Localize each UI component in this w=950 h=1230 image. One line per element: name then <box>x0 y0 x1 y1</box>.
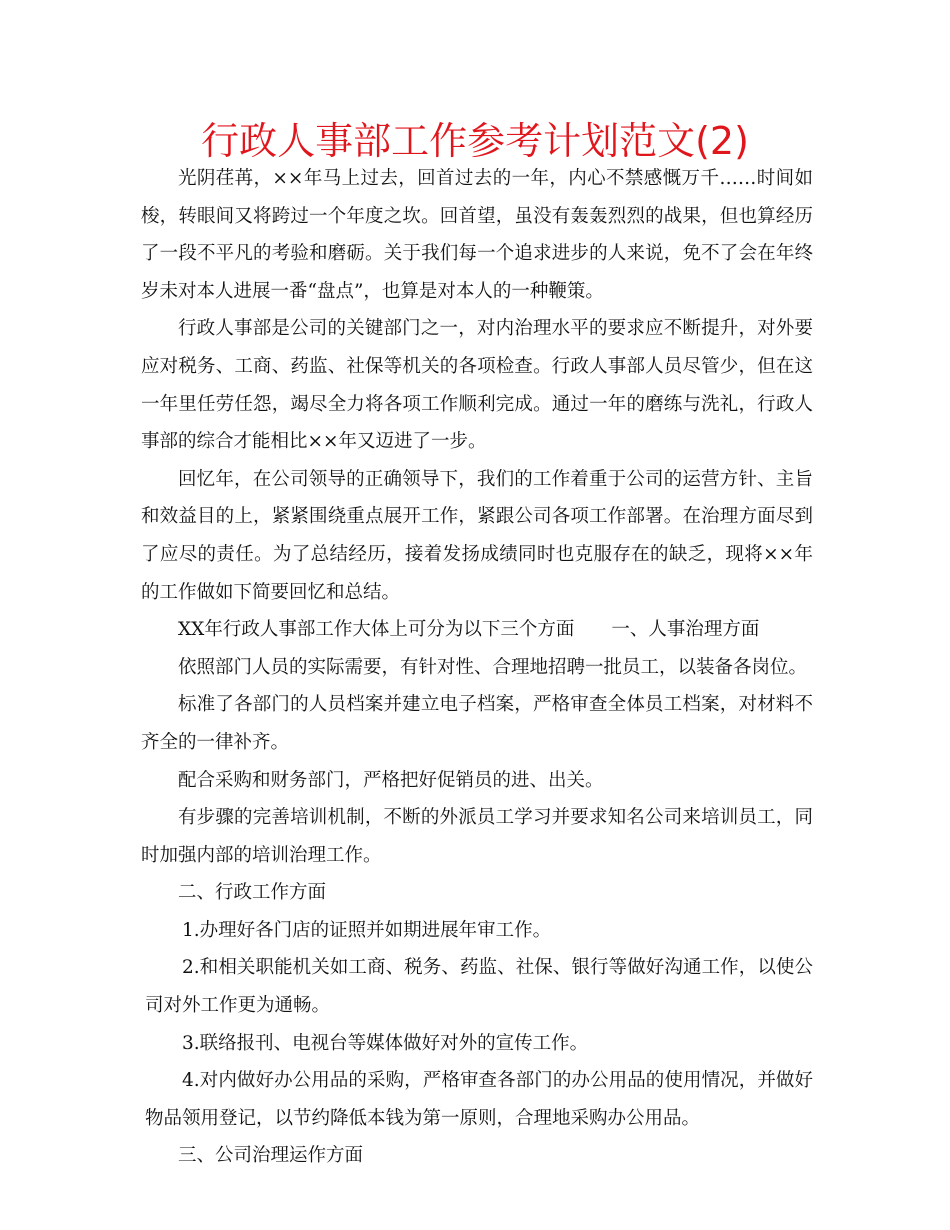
list-item: 3.联络报刊、电视台等媒体做好对外的宣传工作。 <box>182 1032 589 1054</box>
document-title: 行政人事部工作参考计划范文(2) <box>201 119 749 163</box>
paragraph: 配合采购和财务部门，严格把好促销员的进、出关。 <box>178 769 604 791</box>
paragraph: 依照部门人员的实际需要，有针对性、合理地招聘一批员工，以装备各岗位。 <box>178 656 808 678</box>
paragraph: 有步骤的完善培训机制，不断的外派员工学习并要求知名公司来培训员工，同时加强内部的培训治理工作。 <box>141 807 813 866</box>
list-item: 2.和相关职能机关如工商、税务、药监、社保、银行等做好沟通工作，以使公司对外工作更为通畅。 <box>145 957 813 1017</box>
paragraph: XX年行政人事部工作大体上可分为以下三个方面 一、人事治理方面 <box>178 619 760 641</box>
paragraph: 回忆年，在公司领导的正确领导下，我们的工作着重于公司的运营方针、主旨和效益目的上，紧紧围绕重点展开工作，紧跟公司各项工作部署。在治理方面尽到了应尽的责任。为了总结经历，接着发扬成绩同时也克服存在的缺乏，现将××年的工作做如下简要回忆和总结。 <box>141 468 813 603</box>
section-heading: 二、行政工作方面 <box>178 882 327 904</box>
list-item: 1.办理好各门店的证照并如期进展年审工作。 <box>182 919 552 941</box>
section-heading: 三、公司治理运作方面 <box>178 1145 364 1167</box>
paragraph: 标准了各部门的人员档案并建立电子档案，严格审查全体员工档案，对材料不齐全的一律补齐。 <box>141 694 813 753</box>
paragraph: 行政人事部是公司的关键部门之一，对内治理水平的要求应不断提升，对外要应对税务、工商、药监、社保等机关的各项检查。行政人事部人员尽管少，但在这一年里任劳任怨，竭尽全力将各项工作顺利完成。通过一年的磨练与洗礼，行政人事部的综合才能相比××年又迈进了一步。 <box>141 318 813 453</box>
list-item: 4.对内做好办公用品的采购，严格审查各部门的办公用品的使用情况，并做好物品领用登记，以节约降低本钱为第一原则，合理地采购办公用品。 <box>145 1070 813 1129</box>
document-body <box>141 160 813 1175</box>
paragraph: 光阴荏苒，××年马上过去，回首过去的一年，内心不禁感慨万千……时间如梭，转眼间又将跨过一个年度之坎。回首望，虽没有轰轰烈烈的战果，但也算经历了一段不平凡的考验和磨砺。关于我们每一个追求进步的人来说，免不了会在年终岁未对本人进展一番“盘点”，也算是对本人的一种鞭策。 <box>141 168 813 302</box>
